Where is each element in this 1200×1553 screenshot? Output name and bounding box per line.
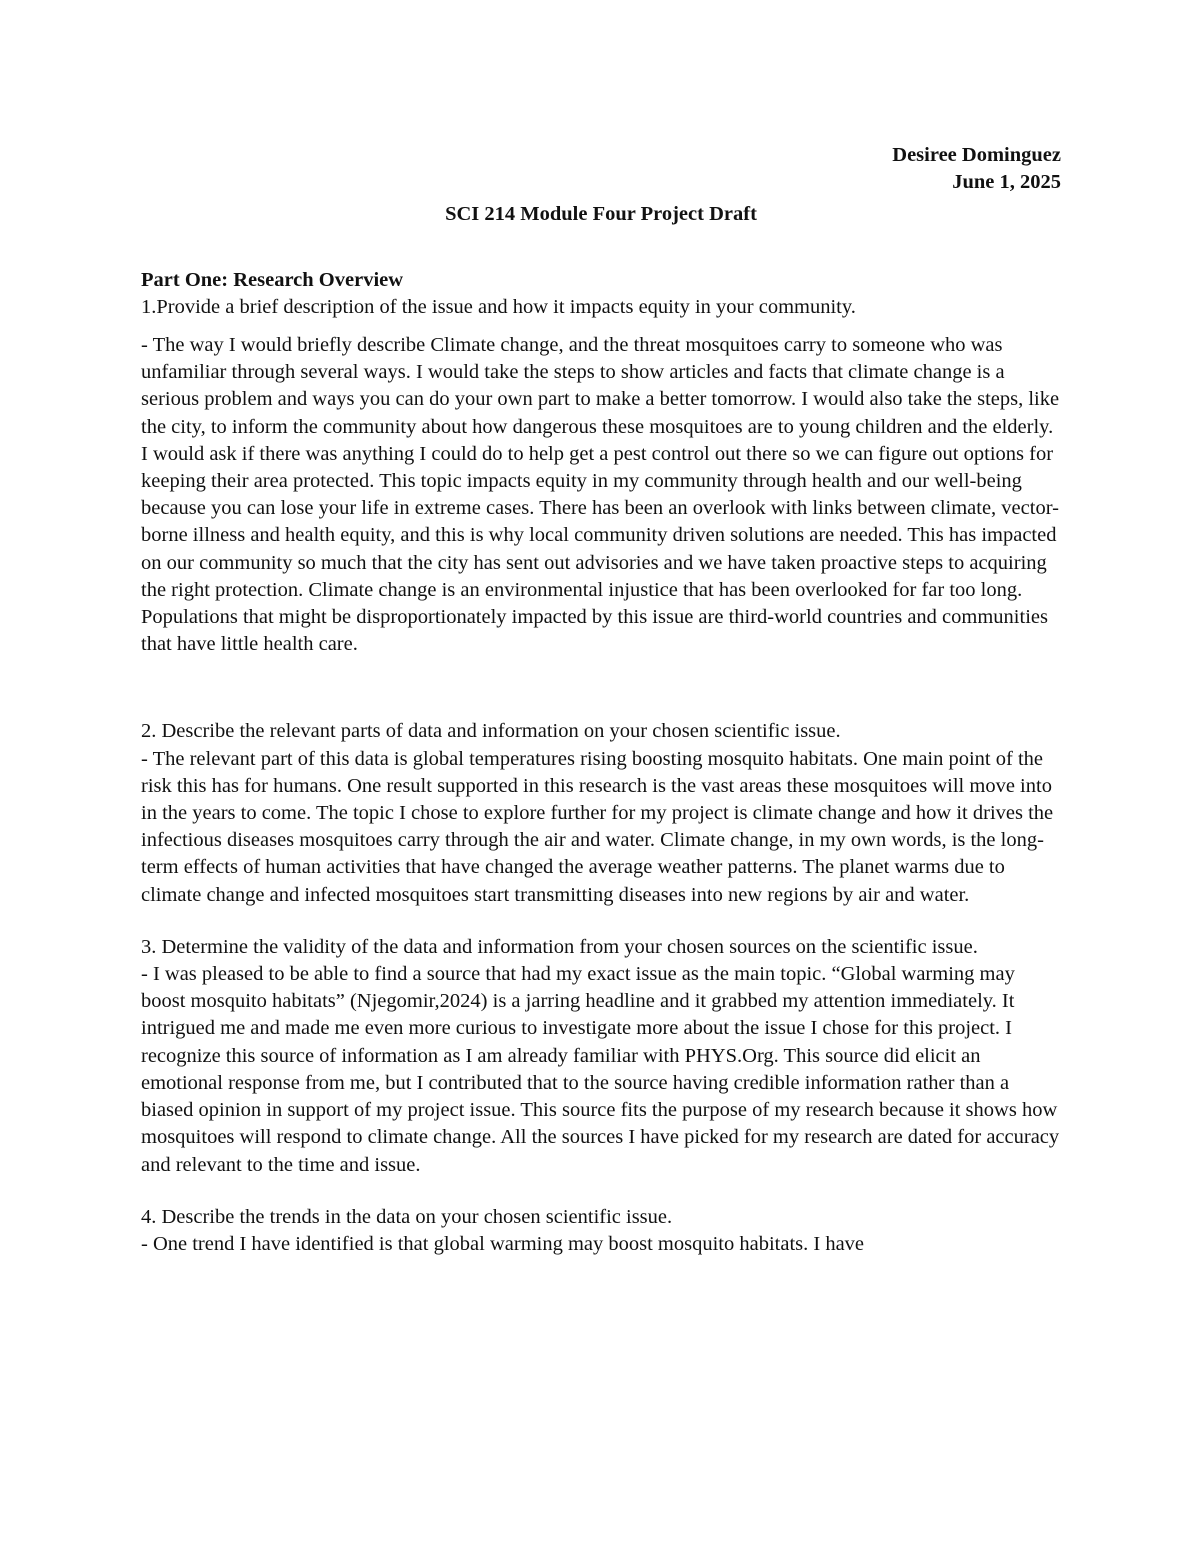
author-name: Desiree Dominguez (892, 144, 1061, 166)
spacer (141, 658, 1061, 718)
answer-4: - One trend I have identified is that global warming may boost mosquito habitats. I have (141, 1232, 865, 1255)
question-4: 4. Describe the trends in the data on your chosen scientific issue. (141, 1205, 673, 1228)
document-date: June 1, 2025 (952, 171, 1061, 194)
question-1: 1.Provide a brief description of the issue and how it impacts equity in your community. (141, 295, 856, 318)
answer-2: - The relevant part of this data is global temperatures rising boosting mosquito habitats. One main point of the risk this has for humans. One result supported in this research is the vast areas these mosquitoes will move into in the years to come. The topic I chose to explore further for my project is climate change and how it drives the infectious diseases mosquitoes carry through the air and water. Climate change, in my own words, is the long-term effects of human activities that have changed the average weather patterns. The planet warms due to climate change and infected mosquitoes start transmitting diseases into new regions by air and water. (141, 747, 1054, 906)
answer-3: - I was pleased to be able to find a source that had my exact issue as the main topic. “Global warming may boost mosquito habitats” (Njegomir,2024) is a jarring headline and it grabbed my attention immediately. It intrigued me and made me even more curious to investigate more about the issue I chose for this project. I recognize this source of information as I am already familiar with PHYS.Org. This source did elicit an emotional response from me, but I contributed that to the source having credible information rather than a biased opinion in support of my project issue. This source fits the purpose of my research because it shows how mosquitoes will respond to climate change. All the sources I have picked for my research are dated for accuracy and relevant to the time and issue. (141, 963, 1060, 1176)
spacer (141, 1179, 1061, 1204)
part-one-heading: Part One: Research Overview (141, 268, 404, 291)
question-2: 2. Describe the relevant parts of data and information on your chosen scientific issue. (141, 720, 841, 743)
document-body (141, 142, 1061, 1258)
spacer (141, 321, 1061, 332)
document-title: SCI 214 Module Four Project Draft (445, 203, 757, 226)
spacer (141, 909, 1061, 934)
question-3: 3. Determine the validity of the data and information from your chosen sources on the scientific issue. (141, 935, 978, 958)
answer-1: - The way I would briefly describe Climate change, and the threat mosquitoes carry to someone who was unfamiliar through several ways. I would take the steps to show articles and facts that climate change is a serious problem and ways you can do your own part to make a better tomorrow. I would also take the steps, like the city, to inform the community about how dangerous these mosquitoes are to young children and the elderly. I would ask if there was anything I could do to help get a pest control out there so we can figure out options for keeping their area protected. This topic impacts equity in my community through health and our well-being because you can lose your life in extreme cases. There has been an overlook with links between climate, vector-borne illness and health equity, and this is why local community driven solutions are needed. This has impacted on our community so much that the city has sent out advisories and we have taken proactive steps to acquiring the right protection. Climate change is an environmental injustice that has been overlooked for far too long. Populations that might be disproportionately impacted by this issue are third-world countries and communities that have little health care. (141, 334, 1060, 656)
